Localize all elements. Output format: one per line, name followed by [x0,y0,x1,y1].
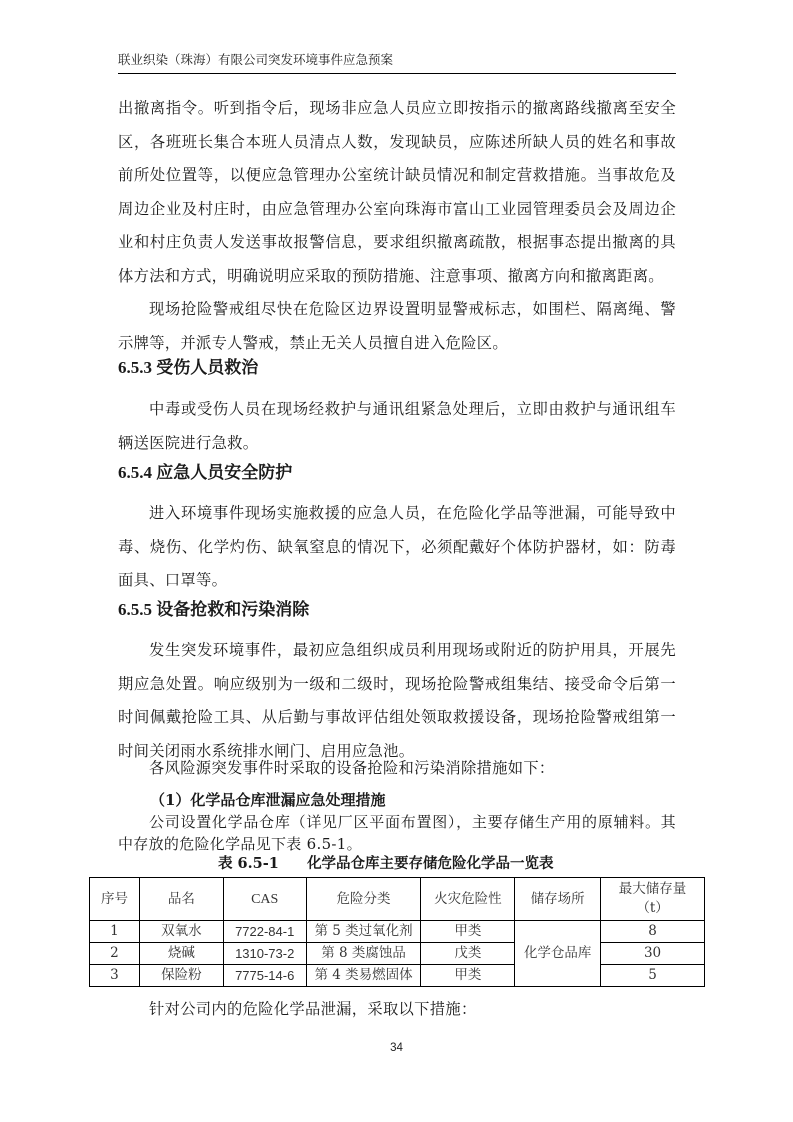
subheading-chemical-warehouse: （1）化学品仓库泄漏应急处理措施 [150,791,386,809]
section-number: 6.5.3 [118,358,152,377]
paragraph-warehouse-desc: 公司设置化学品仓库（详见厂区平面布置图），主要存储生产用的原辅料。其中存放的危险化学品见下表 6.5-1。 [118,813,676,853]
cell-fire: 甲类 [421,921,515,943]
cell-cas: 7722-84-1 [223,921,306,943]
cell-name: 双氧水 [139,921,223,943]
cell-fire: 甲类 [421,965,515,987]
running-header [118,51,676,74]
cell-qty: 8 [601,921,705,943]
cell-no: 2 [90,943,140,965]
table-row [90,921,705,943]
cell-class: 第 4 类易燃固体 [306,965,421,987]
cell-cas: 7775-14-6 [223,965,306,987]
paragraph-safety-protection: 进入环境事件现场实施救援的应急人员，在危险化学品等泄漏，可能导致中毒、烧伤、化学灼伤、缺氧窒息的情况下，必须配戴好个体防护器材，如：防毒面具、口罩等。 [118,504,676,589]
cell-fire: 戊类 [421,943,515,965]
cell-name: 烧碱 [139,943,223,965]
table-header-row [90,878,705,921]
table-number: 表 6.5-1 [218,855,279,872]
hazardous-chemicals-table [89,877,705,987]
header-cell: CAS [223,878,306,921]
section-number: 6.5.4 [118,463,152,482]
header-cell: 危险分类 [306,878,421,921]
header-cell: 品名 [139,878,223,921]
paragraph-equipment-rescue: 发生突发环境事件，最初应急组织成员利用现场或附近的防护用具，开展先期应急处置。响应级别为一级和二级时，现场抢险警戒组集结、接受命令后第一时间佩戴抢险工具、从后勤与事故评估组处领取救援设备，现场抢险警戒组第一时间关闭雨水系统排水闸门、启用应急池。 [118,641,676,760]
section-number: 6.5.5 [118,600,152,619]
cell-no: 3 [90,965,140,987]
table-row [90,943,705,965]
cell-qty: 5 [601,965,705,987]
section-title: 受伤人员救治 [156,358,259,377]
paragraph-measures-intro: 各风险源突发事件时采取的设备抢险和污染消除措施如下： [149,759,555,777]
cell-class: 第 5 类过氧化剂 [306,921,421,943]
header-cell: 火灾危险性 [421,878,515,921]
header-label: 最大储存量 [618,881,687,897]
cell-storage: 化学仓品库 [515,921,601,987]
section-heading-6-5-3 [118,356,258,380]
cell-class: 第 8 类腐蚀品 [306,943,421,965]
section-heading-6-5-5 [118,598,309,622]
paragraph-warning-zone: 现场抢险警戒组尽快在危险区边界设置明显警戒标志，如围栏、隔离绳、警示牌等，并派专人警戒，禁止无关人员擅自进入危险区。 [118,300,676,352]
section-heading-6-5-4 [118,461,292,485]
table-row [90,965,705,987]
header-cell [601,878,705,921]
section-title: 应急人员安全防护 [156,463,293,482]
cell-cas: 1310-73-2 [223,943,306,965]
header-cell: 序号 [90,878,140,921]
page-number: 34 [390,1042,403,1054]
cell-name: 保险粉 [139,965,223,987]
paragraph-injured-treatment: 中毒或受伤人员在现场经救护与通讯组紧急处理后，立即由救护与通讯组车辆送医院进行急救。 [118,400,676,452]
header-unit: （t） [636,900,669,916]
header-cell: 储存场所 [515,878,601,921]
table-caption [218,854,554,874]
cell-no: 1 [90,921,140,943]
section-title: 设备抢救和污染消除 [156,600,310,619]
paragraph-leak-measures: 针对公司内的危险化学品泄漏，采取以下措施： [149,1000,477,1018]
header-title: 联业织染（珠海）有限公司突发环境事件应急预案 [118,52,394,67]
paragraph-evacuation: 出撤离指令。听到指令后，现场非应急人员应立即按指示的撤离路线撤离至安全区，各班班长集合本班人员清点人数，发现缺员，应陈述所缺人员的姓名和事故前所处位置等，以便应急管理办公室统计缺员情况和制定营救措施。当事故危及周边企业及村庄时，由应急管理办公室向珠海市富山工业园管理委员会及周边企业和村庄负责人发送事故报警信息，要求组织撤离疏散，根据事态提出撤离的具体方法和方式，明确说明应采取的预防措施、注意事项、撤离方向和撤离距离。 [118,99,676,285]
cell-qty: 30 [601,943,705,965]
table-title: 化学品仓库主要存储危险化学品一览表 [307,855,554,872]
